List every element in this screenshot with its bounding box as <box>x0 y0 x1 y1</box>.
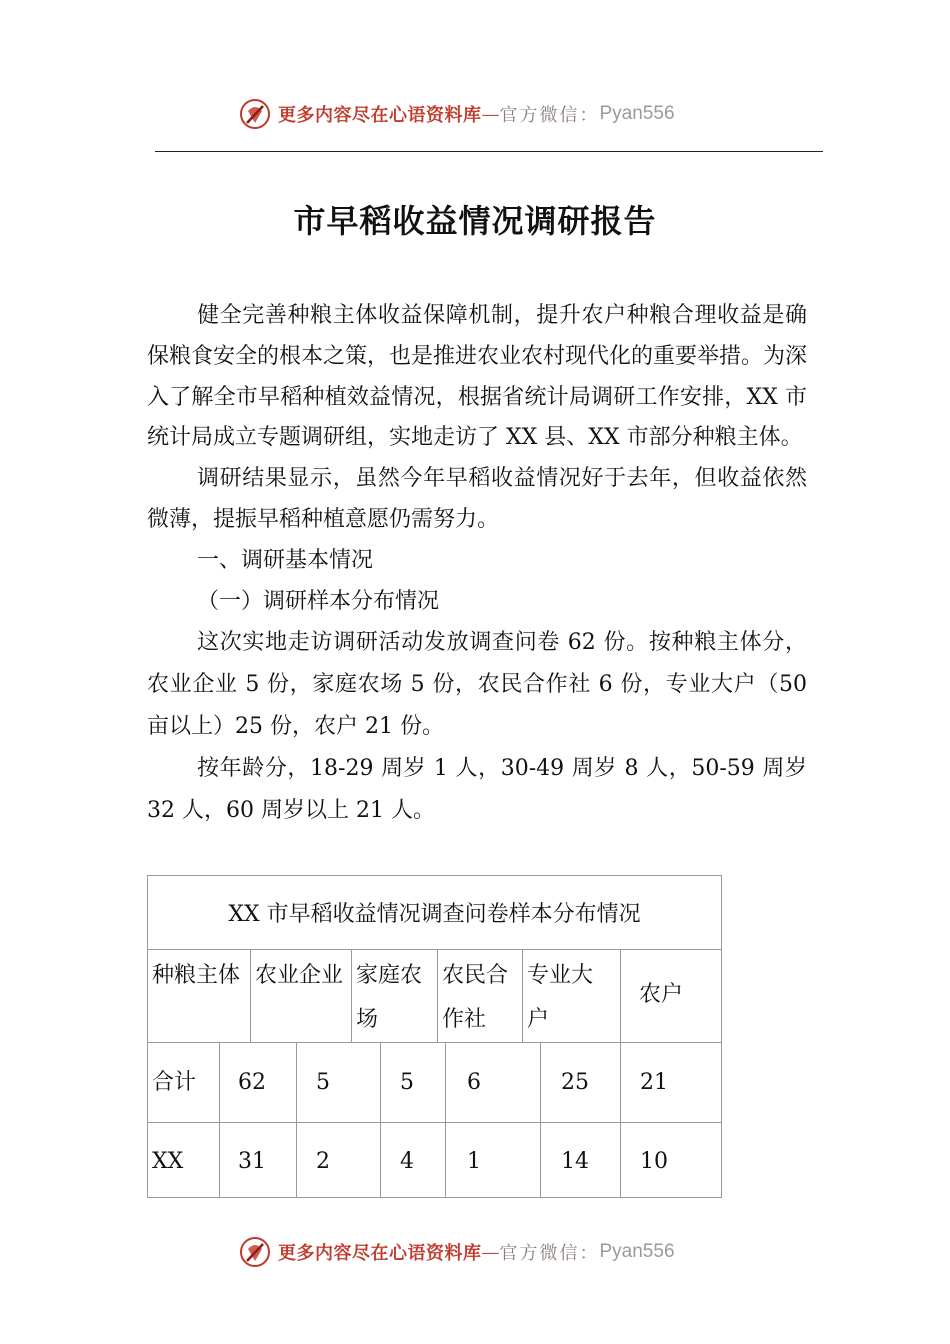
heart-pen-logo-icon <box>238 1235 272 1269</box>
table-header-cell: 农民合作社 <box>442 963 509 1032</box>
watermark-text: 更多内容尽在心语资料库 <box>278 1243 482 1264</box>
table-cell: 2 <box>316 1149 330 1174</box>
table-cell: 25 <box>561 1070 589 1095</box>
table-cell: 1 <box>467 1149 481 1174</box>
table-header-cell: 专业大户 <box>527 963 594 1032</box>
paragraph-intro: 健全完善种粮主体收益保障机制，提升农户种粮合理收益是确保粮食安全的根本之策，也是推进农业农村现代化的重要举措。为深入了解全市早稻种植效益情况，根据省统计局调研工作安排，XX 市统计局成立专题调研组，实地走访了 XX 县、XX 市部分种粮主体。 <box>147 303 808 451</box>
watermark-id: Pyan556 <box>599 103 675 124</box>
table-cell: 合计 <box>152 1070 197 1095</box>
table-header-cell: 农户 <box>639 982 684 1007</box>
table-header-cell: 家庭农场 <box>356 963 423 1032</box>
watermark-line <box>238 94 675 134</box>
watermark-id: Pyan556 <box>599 1241 675 1262</box>
table-cell: 21 <box>640 1070 668 1095</box>
subsection-heading: （一）调研样本分布情况 <box>197 588 440 614</box>
table-cell: 6 <box>467 1070 481 1095</box>
table-divider <box>219 1042 220 1197</box>
heart-pen-logo-icon <box>238 97 272 131</box>
table-cell: 10 <box>640 1149 668 1174</box>
watermark-label: 官方微信： <box>499 1243 600 1264</box>
watermark-dash: — <box>481 1241 500 1263</box>
paragraph-sample: 这次实地走访调研活动发放调查问卷 62 份。按种粮主体分，农业企业 5 份，家庭农场 5 份，农民合作社 6 份，专业大户（50 亩以上）25 份，农户 21 份。 <box>147 630 807 740</box>
watermark-text: 更多内容尽在心语资料库 <box>278 105 482 126</box>
table-title: XX 市早稻收益情况调查问卷样本分布情况 <box>148 876 721 950</box>
table-cell: 62 <box>238 1070 266 1095</box>
section-heading: 一、调研基本情况 <box>197 547 374 573</box>
table-divider <box>540 1042 541 1197</box>
table-divider <box>148 1122 721 1123</box>
table-cell: XX <box>152 1149 184 1174</box>
header-divider <box>155 151 823 152</box>
table-divider <box>296 1042 297 1197</box>
document-body <box>147 296 807 832</box>
table-divider <box>445 1042 446 1197</box>
table-cell: 5 <box>316 1070 330 1095</box>
watermark-label: 官方微信： <box>499 105 600 126</box>
table-divider <box>380 1042 381 1197</box>
paragraph-age: 按年龄分，18-29 周岁 1 人，30-49 周岁 8 人，50-59 周岁 32 人，60 周岁以上 21 人。 <box>147 756 807 824</box>
table-cell: 4 <box>400 1149 414 1174</box>
paragraph-result: 调研结果显示，虽然今年早稻收益情况好于去年，但收益依然微薄，提振早稻种植意愿仍需努力。 <box>147 466 807 532</box>
footer-watermark <box>0 1232 950 1272</box>
watermark-dash: — <box>481 103 500 125</box>
table-header-cell: 农业企业 <box>255 963 344 988</box>
table-divider <box>148 1042 721 1043</box>
table-divider <box>620 1042 621 1197</box>
table-cell: 5 <box>400 1070 414 1095</box>
header-watermark <box>0 94 950 134</box>
table-header-cell: 种粮主体 <box>152 963 241 988</box>
watermark-line <box>238 1232 675 1272</box>
document-title: 市早稻收益情况调研报告 <box>293 202 657 240</box>
table-cell: 14 <box>561 1149 589 1174</box>
table-cell: 31 <box>238 1149 266 1174</box>
sample-distribution-table <box>147 875 722 1198</box>
